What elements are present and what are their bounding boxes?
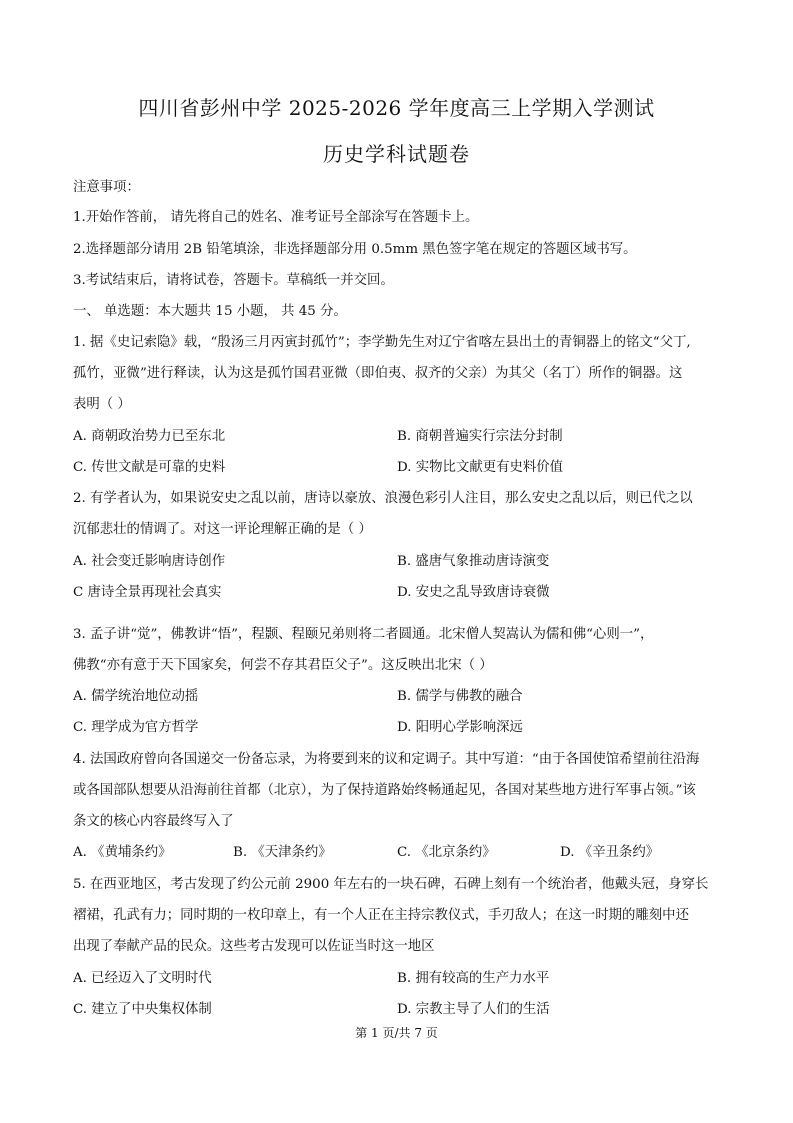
option-d[interactable]: D. 《辛丑条约》	[560, 845, 660, 860]
notice-item: 3.考试结束后，请将试卷，答题卡。草稿纸一并交回。	[73, 273, 394, 288]
question-line: 1. 据《史记索隐》载，“殷汤三月丙寅封孤竹”；李学勤先生对辽宁省喀左县出土的青铜器上的铭文“父丁,	[73, 335, 691, 350]
option-c[interactable]: C. 建立了中央集权体制	[73, 1002, 212, 1017]
option-a[interactable]: A. 社会变迁影响唐诗创作	[73, 554, 226, 569]
question-line: 条文的核心内容最终写入了	[73, 814, 234, 829]
question-line: 褶裙，孔武有力；同时期的一枚印章上，有一个人正在主持宗教仪式，手刃敌人；在这一时期的雕刻中还	[73, 908, 689, 923]
option-b[interactable]: B. 商朝普遍实行宗法分封制	[397, 429, 563, 444]
question-line: 出现了奉献产品的民众。这些考古发现可以佐证当时这一地区	[73, 939, 435, 954]
question-line: 5. 在西亚地区，考古发现了约公元前 2900 年左右的一块石碑，石碑上刻有一个统治者，他戴头冠，身穿长	[73, 877, 709, 892]
option-c[interactable]: C. 《北京条约》	[397, 845, 496, 860]
question-line: 沉郁悲壮的情调了。对这一评论理解正确的是（ ）	[73, 522, 372, 537]
option-b[interactable]: B. 儒学与佛教的融合	[397, 689, 523, 704]
option-a[interactable]: A. 《黄埔条约》	[73, 845, 172, 860]
question-line: 4. 法国政府曾向各国递交一份备忘录，为将要到来的议和定调子。其中写道：“由于各国使馆希望前往沿海	[73, 752, 700, 767]
question-line: 表明（ ）	[73, 397, 131, 412]
option-d[interactable]: D. 阳明心学影响深远	[397, 720, 523, 735]
page-number: 第 1 页/共 7 页	[355, 1026, 438, 1040]
notice-item: 2.选择题部分请用 2B 铅笔填涂，非选择题部分用 0.5mm 黑色签字笔在规定的答题区域书写。	[73, 242, 637, 257]
question-line: 或各国部队想要从沿海前往首都（北京），为了保持道路始终畅通起见，各国对某些地方进行军事占领。”该	[73, 783, 696, 798]
option-a[interactable]: A. 儒学统治地位动摇	[73, 689, 199, 704]
option-d[interactable]: D. 宗教主导了人们的生活	[397, 1002, 550, 1017]
option-c[interactable]: C. 传世文献是可靠的史料	[73, 460, 226, 475]
option-b[interactable]: B. 盛唐气象推动唐诗演变	[397, 554, 550, 569]
option-a[interactable]: A. 商朝政治势力已至东北	[73, 429, 226, 444]
option-d[interactable]: D. 实物比文献更有史料价值	[397, 460, 564, 475]
option-c[interactable]: C 唐诗全景再现社会真实	[73, 585, 222, 600]
option-b[interactable]: B. 《天津条约》	[233, 845, 332, 860]
question-line: 3. 孟子讲“觉”，佛教讲“悟”，程颢、程颐兄弟则将二者圆通。北宋僧人契嵩认为儒和佛“心则一”，	[73, 627, 654, 642]
question-line: 佛教“亦有意于天下国家矣，何尝不存其君臣父子”。这反映出北宋（ ）	[73, 658, 493, 673]
notice-item: 1.开始作答前， 请先将自己的姓名、准考证号全部涂写在答题卡上。	[73, 210, 479, 225]
exam-title: 四川省彭州中学 2025-2026 学年度高三上学期入学测试	[138, 96, 655, 120]
option-d[interactable]: D. 安史之乱导致唐诗衰微	[397, 585, 550, 600]
option-a[interactable]: A. 已经迈入了文明时代	[73, 971, 212, 986]
question-line: 孤竹，亚微”进行释读，认为这是孤竹国君亚微（即伯夷、叔齐的父亲）为其父（名丁）所作的铜器。这	[73, 366, 683, 381]
question-line: 2. 有学者认为，如果说安史之乱以前，唐诗以豪放、浪漫色彩引人注目，那么安史之乱以后，则已代之以	[73, 491, 693, 506]
option-c[interactable]: C. 理学成为官方哲学	[73, 720, 199, 735]
section-title: 一、 单选题：本大题共 15 小题， 共 45 分。	[73, 304, 347, 319]
notice-heading: 注意事项：	[73, 180, 140, 195]
option-b[interactable]: B. 拥有较高的生产力水平	[397, 971, 550, 986]
exam-subtitle: 历史学科试题卷	[323, 142, 470, 166]
